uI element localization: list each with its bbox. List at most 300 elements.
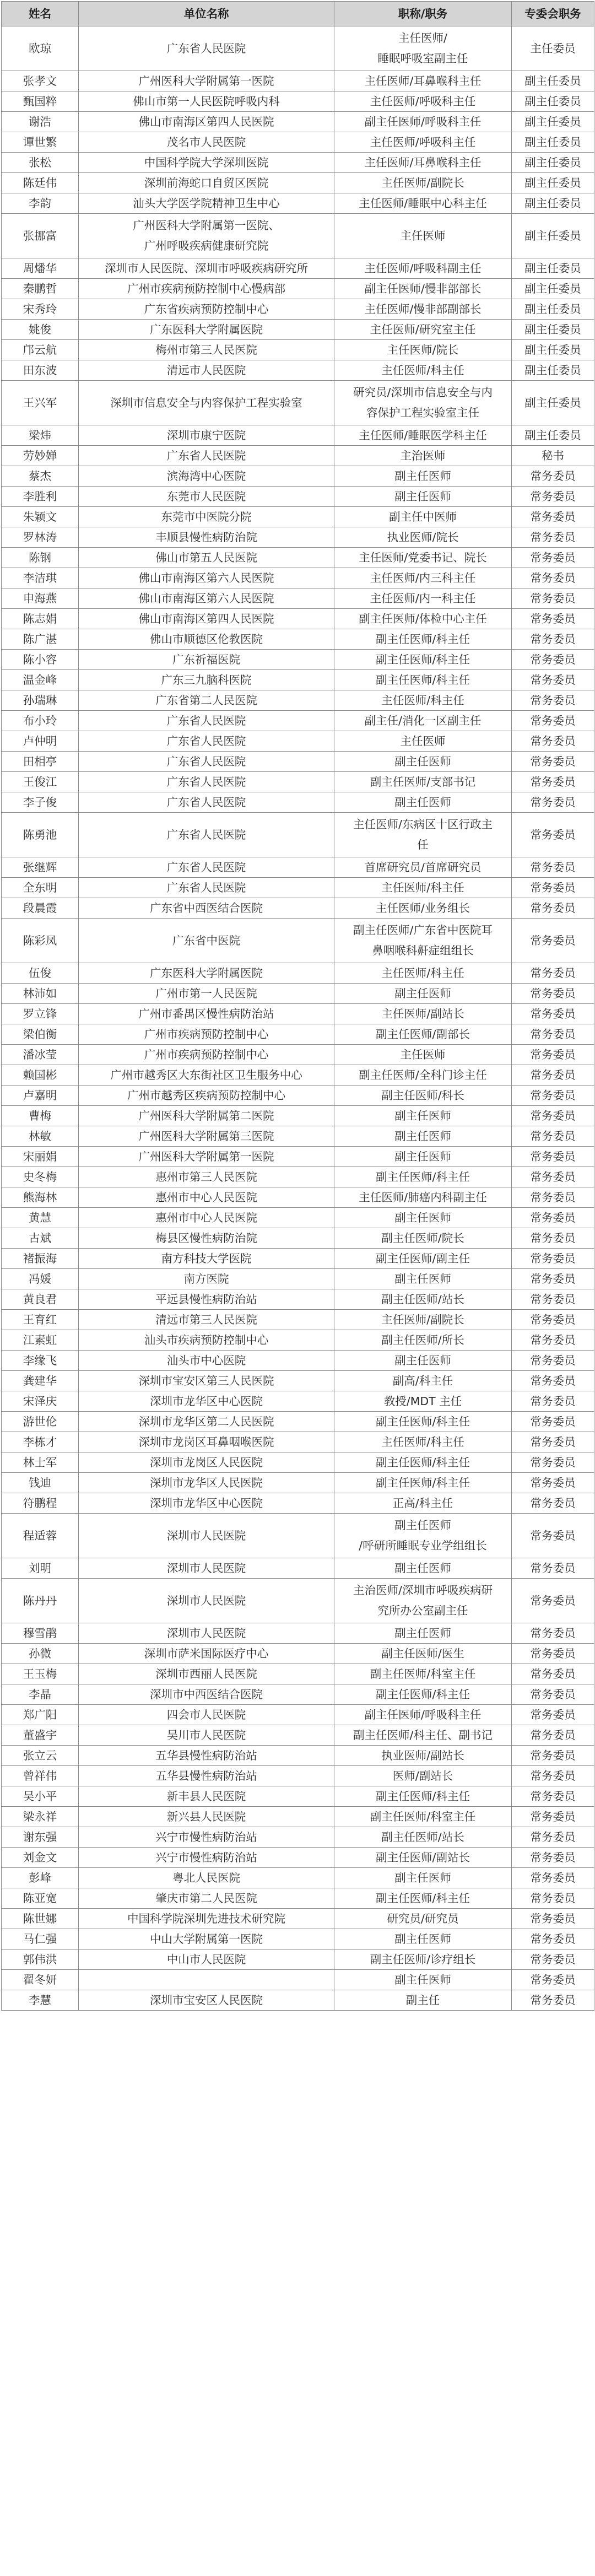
member-title: 副主任医师/科主任 bbox=[334, 1412, 512, 1432]
member-name: 李栋才 bbox=[2, 1432, 79, 1452]
member-committee-role: 常务委员 bbox=[512, 1412, 594, 1432]
member-committee-role: 副主任委员 bbox=[512, 132, 594, 153]
member-title: 主任医师/睡眠医学科主任 bbox=[334, 425, 512, 446]
member-title: 副主任医师/呼吸科主任 bbox=[334, 112, 512, 132]
member-title: 主任医师/科主任 bbox=[334, 878, 512, 898]
member-unit: 广东三九脑科医院 bbox=[79, 670, 334, 690]
member-name: 黄慧 bbox=[2, 1208, 79, 1228]
table-row bbox=[2, 214, 594, 258]
member-name: 王育红 bbox=[2, 1310, 79, 1330]
member-unit: 粤北人民医院 bbox=[79, 1868, 334, 1888]
member-name: 陈世娜 bbox=[2, 1909, 79, 1929]
member-unit: 深圳市西丽人民医院 bbox=[79, 1664, 334, 1684]
member-committee-role: 常务委员 bbox=[512, 1310, 594, 1330]
member-committee-role: 常务委员 bbox=[512, 711, 594, 731]
table-row bbox=[2, 568, 594, 588]
table-row bbox=[2, 1514, 594, 1558]
member-committee-role: 常务委员 bbox=[512, 1868, 594, 1888]
member-committee-role: 常务委员 bbox=[512, 1929, 594, 1949]
member-name: 王兴军 bbox=[2, 381, 79, 425]
member-name: 孙微 bbox=[2, 1644, 79, 1664]
table-row bbox=[2, 1705, 594, 1725]
member-name: 谭世繁 bbox=[2, 132, 79, 153]
member-committee-role: 常务委员 bbox=[512, 1147, 594, 1167]
member-title: 副主任医师 bbox=[334, 1147, 512, 1167]
member-unit: 深圳市宝安区人民医院 bbox=[79, 1990, 334, 2011]
table-row bbox=[2, 1746, 594, 1766]
table-row bbox=[2, 173, 594, 193]
member-committee-role: 常务委员 bbox=[512, 548, 594, 568]
member-committee-role: 常务委员 bbox=[512, 487, 594, 507]
member-name: 孙瑞琳 bbox=[2, 690, 79, 711]
member-committee-role: 常务委员 bbox=[512, 963, 594, 984]
table-row bbox=[2, 963, 594, 984]
member-title: 主任医师/副站长 bbox=[334, 1004, 512, 1024]
member-title: 主任医师 bbox=[334, 731, 512, 752]
member-unit: 佛山市第五人民医院 bbox=[79, 548, 334, 568]
table-row bbox=[2, 650, 594, 670]
member-name: 史冬梅 bbox=[2, 1167, 79, 1187]
member-title: 副主任 bbox=[334, 1990, 512, 2011]
member-name: 林沛如 bbox=[2, 984, 79, 1004]
member-name: 陈彩凤 bbox=[2, 919, 79, 963]
member-title: 主治医师 bbox=[334, 446, 512, 466]
member-name: 田相亭 bbox=[2, 752, 79, 772]
member-name: 赖国彬 bbox=[2, 1065, 79, 1086]
member-committee-role: 主任委员 bbox=[512, 26, 594, 71]
table-body bbox=[2, 26, 594, 2011]
member-committee-role: 副主任委员 bbox=[512, 320, 594, 340]
member-title: 副主任医师/科主任 bbox=[334, 670, 512, 690]
member-title: 正高/科主任 bbox=[334, 1493, 512, 1514]
member-committee-role: 常务委员 bbox=[512, 919, 594, 963]
member-unit: 深圳市人民医院 bbox=[79, 1558, 334, 1579]
table-row bbox=[2, 1888, 594, 1909]
member-committee-role: 常务委员 bbox=[512, 1807, 594, 1827]
member-unit: 深圳市龙岗区人民医院 bbox=[79, 1452, 334, 1473]
member-name: 伍俊 bbox=[2, 963, 79, 984]
table-row bbox=[2, 1725, 594, 1746]
member-unit: 汕头市疾病预防控制中心 bbox=[79, 1330, 334, 1351]
committee-member-list bbox=[1, 1, 594, 2011]
member-unit: 广东省疾病预防控制中心 bbox=[79, 299, 334, 320]
table-row bbox=[2, 1452, 594, 1473]
member-title: 副主任医师/科主任 bbox=[334, 1888, 512, 1909]
member-name: 劳妙婵 bbox=[2, 446, 79, 466]
member-unit: 五华县慢性病防治站 bbox=[79, 1746, 334, 1766]
member-committee-role: 常务委员 bbox=[512, 670, 594, 690]
table-row bbox=[2, 112, 594, 132]
table-row bbox=[2, 1473, 594, 1493]
member-name: 陈亚宽 bbox=[2, 1888, 79, 1909]
member-committee-role: 常务委员 bbox=[512, 1746, 594, 1766]
member-name: 马仁强 bbox=[2, 1929, 79, 1949]
member-committee-role: 常务委员 bbox=[512, 650, 594, 670]
table-row bbox=[2, 26, 594, 71]
table-row bbox=[2, 752, 594, 772]
member-title: 副主任医师/院长 bbox=[334, 1228, 512, 1249]
member-unit: 五华县慢性病防治站 bbox=[79, 1766, 334, 1786]
member-name: 彭峰 bbox=[2, 1868, 79, 1888]
member-name: 王玉梅 bbox=[2, 1664, 79, 1684]
member-name: 董盛宇 bbox=[2, 1725, 79, 1746]
table-row bbox=[2, 878, 594, 898]
member-name: 田东波 bbox=[2, 360, 79, 381]
member-name: 翟冬妍 bbox=[2, 1970, 79, 1990]
member-title: 主任医师/肺癌内科副主任 bbox=[334, 1187, 512, 1208]
table-row bbox=[2, 1351, 594, 1371]
member-committee-role: 常务委员 bbox=[512, 466, 594, 487]
member-title: 副主任医师/科主任 bbox=[334, 650, 512, 670]
member-title: 教授/MDT 主任 bbox=[334, 1391, 512, 1412]
member-unit: 深圳市信息安全与内容保护工程实验室 bbox=[79, 381, 334, 425]
member-unit: 南方医院 bbox=[79, 1269, 334, 1289]
member-unit: 深圳市宝安区第三人民医院 bbox=[79, 1371, 334, 1391]
member-committee-role: 常务委员 bbox=[512, 1888, 594, 1909]
member-unit: 汕头市中心医院 bbox=[79, 1351, 334, 1371]
member-unit: 深圳市人民医院 bbox=[79, 1623, 334, 1644]
member-title: 副主任医师/呼吸科主任 bbox=[334, 1705, 512, 1725]
table-row bbox=[2, 1949, 594, 1970]
member-title: 副主任医师 bbox=[334, 1351, 512, 1371]
member-committee-role: 常务委员 bbox=[512, 629, 594, 650]
member-title: 主任医师/业务组长 bbox=[334, 898, 512, 919]
member-committee-role: 常务委员 bbox=[512, 1949, 594, 1970]
table-row bbox=[2, 279, 594, 299]
member-unit: 新兴县人民医院 bbox=[79, 1807, 334, 1827]
member-title: 副主任医师/科主任 bbox=[334, 1684, 512, 1705]
table-row bbox=[2, 507, 594, 527]
member-committee-role: 常务委员 bbox=[512, 1432, 594, 1452]
member-committee-role: 副主任委员 bbox=[512, 381, 594, 425]
member-unit: 茂名市人民医院 bbox=[79, 132, 334, 153]
member-name: 张立云 bbox=[2, 1746, 79, 1766]
member-unit: 广州市第一人民医院 bbox=[79, 984, 334, 1004]
table-row bbox=[2, 1228, 594, 1249]
member-name: 熊海林 bbox=[2, 1187, 79, 1208]
member-committee-role: 常务委员 bbox=[512, 527, 594, 548]
table-row bbox=[2, 898, 594, 919]
table-row bbox=[2, 320, 594, 340]
member-committee-role: 常务委员 bbox=[512, 857, 594, 878]
member-committee-role: 副主任委员 bbox=[512, 91, 594, 112]
member-name: 李韵 bbox=[2, 193, 79, 214]
table-row bbox=[2, 1493, 594, 1514]
member-unit: 广东省人民医院 bbox=[79, 446, 334, 466]
table-row bbox=[2, 425, 594, 446]
member-committee-role: 常务委员 bbox=[512, 1086, 594, 1106]
table-row bbox=[2, 1045, 594, 1065]
member-title: 主任医师/呼吸科主任 bbox=[334, 132, 512, 153]
member-committee-role: 常务委员 bbox=[512, 1493, 594, 1514]
table-row bbox=[2, 1249, 594, 1269]
member-name: 李洁琪 bbox=[2, 568, 79, 588]
member-title: 副主任医师 bbox=[334, 1126, 512, 1147]
table-header-row bbox=[2, 2, 594, 26]
member-name: 刘金文 bbox=[2, 1848, 79, 1868]
member-name: 罗林涛 bbox=[2, 527, 79, 548]
member-committee-role: 常务委员 bbox=[512, 1684, 594, 1705]
member-committee-role: 常务委员 bbox=[512, 1045, 594, 1065]
member-unit: 佛山市南海区第六人民医院 bbox=[79, 588, 334, 609]
member-committee-role: 常务委员 bbox=[512, 1187, 594, 1208]
member-unit: 深圳市龙华区人民医院 bbox=[79, 1473, 334, 1493]
member-title: 副主任医师/副站长 bbox=[334, 1848, 512, 1868]
member-title: 副主任医师 bbox=[334, 792, 512, 813]
member-committee-role: 常务委员 bbox=[512, 1558, 594, 1579]
table-row bbox=[2, 91, 594, 112]
member-committee-role: 常务委员 bbox=[512, 690, 594, 711]
member-committee-role: 副主任委员 bbox=[512, 112, 594, 132]
member-committee-role: 常务委员 bbox=[512, 1827, 594, 1848]
member-name: 穆雪鹃 bbox=[2, 1623, 79, 1644]
member-name: 甄国粹 bbox=[2, 91, 79, 112]
member-unit: 广州市越秀区疾病预防控制中心 bbox=[79, 1086, 334, 1106]
member-name: 钱迪 bbox=[2, 1473, 79, 1493]
member-name: 陈小容 bbox=[2, 650, 79, 670]
member-title: 副主任医师/科主任 bbox=[334, 629, 512, 650]
member-committee-role: 常务委员 bbox=[512, 1330, 594, 1351]
member-unit: 惠州市中心人民医院 bbox=[79, 1208, 334, 1228]
member-unit: 佛山市南海区第六人民医院 bbox=[79, 568, 334, 588]
member-title: 副主任医师 bbox=[334, 466, 512, 487]
member-unit: 梅县区慢性病防治院 bbox=[79, 1228, 334, 1249]
member-unit: 佛山市南海区第四人民医院 bbox=[79, 112, 334, 132]
table-row bbox=[2, 153, 594, 173]
table-row bbox=[2, 1664, 594, 1684]
member-committee-role: 常务委员 bbox=[512, 1705, 594, 1725]
member-name: 刘明 bbox=[2, 1558, 79, 1579]
member-unit: 滨海湾中心医院 bbox=[79, 466, 334, 487]
member-committee-role: 常务委员 bbox=[512, 1970, 594, 1990]
member-committee-role: 常务委员 bbox=[512, 1786, 594, 1807]
member-name: 罗立锋 bbox=[2, 1004, 79, 1024]
member-unit: 广州医科大学附属第一医院 bbox=[79, 71, 334, 91]
member-name: 王俊江 bbox=[2, 772, 79, 792]
member-committee-role: 常务委员 bbox=[512, 752, 594, 772]
table-row bbox=[2, 1289, 594, 1310]
member-name: 李缘飞 bbox=[2, 1351, 79, 1371]
member-unit: 佛山市第一人民医院呼吸内科 bbox=[79, 91, 334, 112]
table-row bbox=[2, 1766, 594, 1786]
member-name: 陈廷伟 bbox=[2, 173, 79, 193]
member-title: 副主任医师 bbox=[334, 487, 512, 507]
member-title: 执业医师/副站长 bbox=[334, 1746, 512, 1766]
member-unit: 深圳市萨米国际医疗中心 bbox=[79, 1644, 334, 1664]
table-row bbox=[2, 446, 594, 466]
member-unit: 中国科学院大学深圳医院 bbox=[79, 153, 334, 173]
member-unit bbox=[79, 1970, 334, 1990]
member-name: 布小玲 bbox=[2, 711, 79, 731]
member-unit: 广东医科大学附属医院 bbox=[79, 320, 334, 340]
member-unit: 广州市越秀区大东街社区卫生服务中心 bbox=[79, 1065, 334, 1086]
member-unit: 广东省人民医院 bbox=[79, 26, 334, 71]
member-unit: 新丰县人民医院 bbox=[79, 1786, 334, 1807]
table-row bbox=[2, 1391, 594, 1412]
member-committee-role: 副主任委员 bbox=[512, 71, 594, 91]
member-unit: 深圳市康宁医院 bbox=[79, 425, 334, 446]
table-row bbox=[2, 487, 594, 507]
member-name: 邝云航 bbox=[2, 340, 79, 360]
member-name: 陈广湛 bbox=[2, 629, 79, 650]
member-committee-role: 副主任委员 bbox=[512, 214, 594, 258]
table-row bbox=[2, 1371, 594, 1391]
member-title: 副主任医师/所长 bbox=[334, 1330, 512, 1351]
member-name: 姚俊 bbox=[2, 320, 79, 340]
member-unit: 广东省人民医院 bbox=[79, 772, 334, 792]
member-title: 副主任医师/全科门诊主任 bbox=[334, 1065, 512, 1086]
member-committee-role: 副主任委员 bbox=[512, 193, 594, 214]
member-title: 副主任医师 bbox=[334, 1929, 512, 1949]
member-name: 谢浩 bbox=[2, 112, 79, 132]
member-title: 副主任/消化一区副主任 bbox=[334, 711, 512, 731]
member-title: 执业医师/院长 bbox=[334, 527, 512, 548]
member-unit: 清远市人民医院 bbox=[79, 360, 334, 381]
member-committee-role: 常务委员 bbox=[512, 1106, 594, 1126]
table-row bbox=[2, 1004, 594, 1024]
table-row bbox=[2, 1623, 594, 1644]
member-unit: 深圳市人民医院、深圳市呼吸疾病研究所 bbox=[79, 258, 334, 279]
member-name: 冯媛 bbox=[2, 1269, 79, 1289]
member-committee-role: 常务委员 bbox=[512, 1126, 594, 1147]
member-committee-role: 副主任委员 bbox=[512, 299, 594, 320]
member-title: 副主任医师/科主任 bbox=[334, 1473, 512, 1493]
table-row bbox=[2, 1929, 594, 1949]
member-title: 副主任医师/科主任 bbox=[334, 1167, 512, 1187]
member-name: 梁永祥 bbox=[2, 1807, 79, 1827]
member-title: 副主任医师/慢非部部长 bbox=[334, 279, 512, 299]
member-title: 主任医师/科主任 bbox=[334, 690, 512, 711]
member-unit: 中山大学附属第一医院 bbox=[79, 1929, 334, 1949]
member-title: 研究员/深圳市信息安全与内 容保护工程实验室主任 bbox=[334, 381, 512, 425]
table-row bbox=[2, 527, 594, 548]
table-row bbox=[2, 299, 594, 320]
table-row bbox=[2, 1868, 594, 1888]
member-name: 游世伦 bbox=[2, 1412, 79, 1432]
member-name: 林敏 bbox=[2, 1126, 79, 1147]
member-unit: 广州医科大学附属第一医院 bbox=[79, 1147, 334, 1167]
member-unit: 深圳市龙岗区耳鼻咽喉医院 bbox=[79, 1432, 334, 1452]
member-title: 副主任医师 bbox=[334, 1106, 512, 1126]
table-row bbox=[2, 71, 594, 91]
table-row bbox=[2, 711, 594, 731]
member-committee-role: 常务委员 bbox=[512, 1208, 594, 1228]
member-title: 主任医师/呼吸科副主任 bbox=[334, 258, 512, 279]
member-unit: 广州医科大学附属第二医院 bbox=[79, 1106, 334, 1126]
member-committee-role: 常务委员 bbox=[512, 588, 594, 609]
member-name: 谢东强 bbox=[2, 1827, 79, 1848]
member-committee-role: 常务委员 bbox=[512, 1473, 594, 1493]
member-unit: 广东省人民医院 bbox=[79, 813, 334, 857]
member-name: 郭伟洪 bbox=[2, 1949, 79, 1970]
member-committee-role: 常务委员 bbox=[512, 792, 594, 813]
member-title: 主任医师/科主任 bbox=[334, 360, 512, 381]
member-committee-role: 副主任委员 bbox=[512, 153, 594, 173]
member-committee-role: 常务委员 bbox=[512, 1167, 594, 1187]
table-row bbox=[2, 813, 594, 857]
member-committee-role: 常务委员 bbox=[512, 1371, 594, 1391]
member-unit: 广州医科大学附属第一医院、 广州呼吸疾病健康研究院 bbox=[79, 214, 334, 258]
table-row bbox=[2, 1684, 594, 1705]
member-title: 副主任医师 bbox=[334, 1558, 512, 1579]
member-title: 副主任医师 bbox=[334, 1269, 512, 1289]
member-unit: 四会市人民医院 bbox=[79, 1705, 334, 1725]
table-row bbox=[2, 466, 594, 487]
member-unit: 广东省人民医院 bbox=[79, 752, 334, 772]
member-title: 副主任医师/科主任、副书记 bbox=[334, 1725, 512, 1746]
member-title: 副主任医师/支部书记 bbox=[334, 772, 512, 792]
member-title: 副主任医师/广东省中医院耳 鼻咽喉科鼾症组组长 bbox=[334, 919, 512, 963]
table-row bbox=[2, 588, 594, 609]
member-unit: 平远县慢性病防治站 bbox=[79, 1289, 334, 1310]
table-row bbox=[2, 731, 594, 752]
header-title: 职称/职务 bbox=[334, 2, 512, 26]
member-unit: 广东省人民医院 bbox=[79, 878, 334, 898]
member-unit: 广东省中医院 bbox=[79, 919, 334, 963]
member-unit: 梅州市第三人民医院 bbox=[79, 340, 334, 360]
member-name: 江素虹 bbox=[2, 1330, 79, 1351]
member-title: 主任医师/副院长 bbox=[334, 173, 512, 193]
member-name: 蔡杰 bbox=[2, 466, 79, 487]
member-name: 陈志娟 bbox=[2, 609, 79, 629]
member-title: 副主任医师/诊疗组长 bbox=[334, 1949, 512, 1970]
member-title: 副主任医师 bbox=[334, 1868, 512, 1888]
table-row bbox=[2, 670, 594, 690]
member-name: 卢仲明 bbox=[2, 731, 79, 752]
member-title: 主任医师/院长 bbox=[334, 340, 512, 360]
member-committee-role: 副主任委员 bbox=[512, 360, 594, 381]
member-committee-role: 常务委员 bbox=[512, 1664, 594, 1684]
member-title: 主治医师/深圳市呼吸疾病研 究所办公室副主任 bbox=[334, 1579, 512, 1623]
member-title: 主任医师/呼吸科主任 bbox=[334, 91, 512, 112]
member-unit: 深圳市人民医院 bbox=[79, 1579, 334, 1623]
table-row bbox=[2, 193, 594, 214]
member-committee-role: 常务委员 bbox=[512, 878, 594, 898]
member-name: 古斌 bbox=[2, 1228, 79, 1249]
member-unit: 广东省中西医结合医院 bbox=[79, 898, 334, 919]
member-name: 卢嘉明 bbox=[2, 1086, 79, 1106]
member-title: 主任医师/内一科主任 bbox=[334, 588, 512, 609]
header-name: 姓名 bbox=[2, 2, 79, 26]
member-name: 龚建华 bbox=[2, 1371, 79, 1391]
table-row bbox=[2, 381, 594, 425]
table-row bbox=[2, 690, 594, 711]
member-name: 梁炜 bbox=[2, 425, 79, 446]
member-unit: 东莞市人民医院 bbox=[79, 487, 334, 507]
member-committee-role: 常务委员 bbox=[512, 1249, 594, 1269]
member-name: 欧琼 bbox=[2, 26, 79, 71]
member-title: 副主任医师 bbox=[334, 1623, 512, 1644]
member-unit: 兴宁市慢性病防治站 bbox=[79, 1848, 334, 1868]
member-unit: 汕头大学医学院精神卫生中心 bbox=[79, 193, 334, 214]
member-name: 陈钢 bbox=[2, 548, 79, 568]
member-name: 李慧 bbox=[2, 1990, 79, 2011]
member-committee-role: 秘书 bbox=[512, 446, 594, 466]
table-row bbox=[2, 1208, 594, 1228]
member-title: 副主任医师/站长 bbox=[334, 1289, 512, 1310]
member-title: 主任医师/内三科主任 bbox=[334, 568, 512, 588]
table-row bbox=[2, 919, 594, 963]
member-name: 申海燕 bbox=[2, 588, 79, 609]
member-committee-role: 常务委员 bbox=[512, 1909, 594, 1929]
table-row bbox=[2, 1644, 594, 1664]
member-name: 温金峰 bbox=[2, 670, 79, 690]
table-row bbox=[2, 1167, 594, 1187]
table-row bbox=[2, 772, 594, 792]
member-name: 梁伯衡 bbox=[2, 1024, 79, 1045]
member-name: 黄良君 bbox=[2, 1289, 79, 1310]
member-name: 符鹏程 bbox=[2, 1493, 79, 1514]
